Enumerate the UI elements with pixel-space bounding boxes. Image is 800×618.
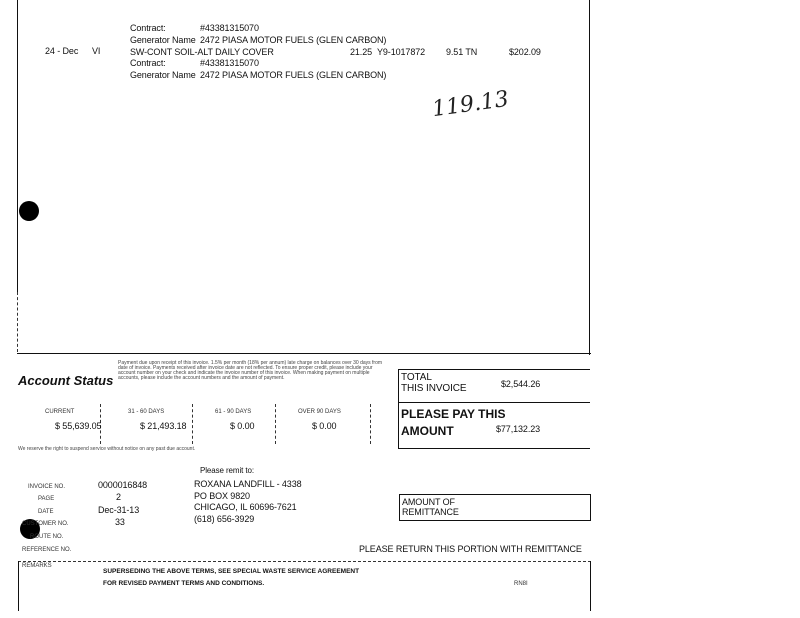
aging-61-90-value: $ 0.00	[230, 421, 255, 431]
payment-terms: Payment due upon receipt of this invoice. 1.5% per month (18% per annum) late charge on balances over 30 days from date of invoice. Payments received after invoice date are not reflected. To ensure proper credit, please include your account number on your check and indicate the invoice number of this invoice. When making payment on multiple accounts, please include the account numbers and the amount of payment.	[118, 360, 383, 381]
contract-value: #43381315070	[200, 23, 259, 33]
generator-value: 2472 PIASA MOTOR FUELS (GLEN CARBON)	[200, 70, 387, 80]
current-value: $ 55,639.05	[55, 421, 102, 431]
line-day: 24 - Dec	[45, 46, 79, 56]
remarks-code: RN8I	[514, 581, 528, 587]
page-border-left-dashed	[17, 292, 18, 352]
remarks-top-rule	[18, 561, 591, 562]
reference-no-label: REFERENCE NO.	[22, 547, 72, 553]
aging-31-60-value: $ 21,493.18	[140, 421, 187, 431]
pay-amount-label-2: AMOUNT	[401, 424, 454, 438]
aging-61-90-label: 61 - 90 DAYS	[215, 409, 252, 415]
remarks-line-2: FOR REVISED PAYMENT TERMS AND CONDITIONS.	[103, 580, 265, 587]
total-invoice-label-2: THIS INVOICE	[401, 383, 467, 394]
total-invoice-value: $2,544.26	[501, 379, 541, 389]
punch-hole-top	[19, 201, 39, 221]
invoice-no-value: 0000016848	[98, 480, 148, 490]
handwritten-note: 119.13	[430, 86, 511, 123]
line-description: SW-CONT SOIL-ALT DAILY COVER	[130, 47, 274, 57]
remarks-line-1: SUPERSEDING THE ABOVE TERMS, SEE SPECIAL WASTE SERVICE AGREEMENT	[103, 568, 360, 575]
remit-phone: (618) 656-3929	[194, 514, 255, 524]
total-invoice-label-1: TOTAL	[401, 372, 432, 383]
remit-heading: Please remit to:	[200, 466, 254, 475]
remit-address-1: PO BOX 9820	[194, 491, 250, 501]
generator-value: 2472 PIASA MOTOR FUELS (GLEN CARBON)	[200, 35, 387, 45]
service-suspension-notice: We reserve the right to suspend service without notice on any past due account.	[18, 446, 196, 452]
status-divider	[275, 404, 276, 444]
remarks-right-border	[590, 561, 591, 611]
remit-address-2: CHICAGO, IL 60696-7621	[194, 502, 297, 512]
line-rate: 21.25	[350, 47, 373, 57]
status-divider	[370, 404, 371, 444]
pay-amount-label-1: PLEASE PAY THIS	[401, 407, 506, 421]
page-border-left	[17, 0, 18, 292]
line-ticket: Y9-1017872	[377, 47, 426, 57]
customer-no-value: 33	[115, 517, 125, 527]
page-value: 2	[116, 492, 121, 502]
aging-over-90-label: OVER 90 DAYS	[298, 409, 341, 415]
page-label: PAGE	[38, 496, 55, 502]
customer-no-label: CUSTOMER NO.	[22, 521, 69, 527]
totals-divider	[398, 402, 590, 403]
account-status-title: Account Status	[18, 373, 114, 388]
route-no-label: ROUTE NO.	[30, 534, 64, 540]
return-portion-notice: PLEASE RETURN THIS PORTION WITH REMITTANCE	[359, 544, 582, 554]
contract-value: #43381315070	[200, 58, 259, 68]
remittance-label-1: AMOUNT OF	[402, 497, 455, 507]
invoice-no-label: INVOICE NO.	[28, 484, 66, 490]
detail-bottom-rule	[17, 353, 591, 354]
status-divider	[192, 404, 193, 444]
remarks-left-border	[18, 561, 19, 611]
line-code: VI	[92, 46, 101, 56]
pay-amount-value: $77,132.23	[496, 424, 541, 434]
contract-label: Contract:	[130, 23, 166, 33]
date-value: Dec-31-13	[98, 505, 140, 515]
aging-31-60-label: 31 - 60 DAYS	[128, 409, 165, 415]
current-label: CURRENT	[45, 409, 75, 415]
page-border-right	[589, 0, 590, 355]
aging-over-90-value: $ 0.00	[312, 421, 337, 431]
line-amount: $202.09	[509, 47, 541, 57]
remarks-label: REMARKS	[22, 563, 52, 569]
date-label: DATE	[38, 509, 54, 515]
contract-label: Contract:	[130, 58, 166, 68]
generator-label: Generator Name	[130, 35, 196, 45]
remittance-label-2: REMITTANCE	[402, 507, 459, 517]
generator-label: Generator Name	[130, 70, 196, 80]
remit-name: ROXANA LANDFILL - 4338	[194, 479, 302, 489]
line-quantity: 9.51 TN	[446, 47, 478, 57]
